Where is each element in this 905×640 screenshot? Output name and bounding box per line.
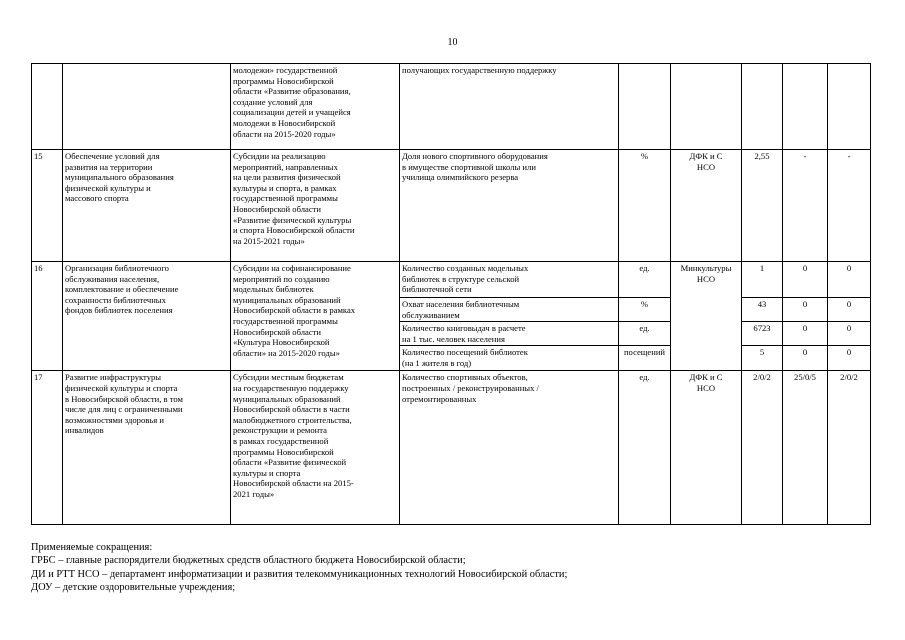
value-cell-1: 2,55	[742, 150, 783, 262]
note-item: ДОУ – детские оздоровительные учреждения;	[31, 582, 236, 594]
measures-table	[31, 63, 871, 525]
note-item: ДИ и РТТ НСО – департамент информатизации и развития телекоммуникационных технологий Новосибирской области;	[31, 568, 568, 580]
unit-cell: ед.	[619, 371, 671, 525]
value-cell-2: 25/0/5	[783, 371, 828, 525]
unit-cell: %	[619, 298, 671, 322]
value-cell-1: 43	[742, 298, 783, 322]
value-cell-1: 1	[742, 262, 783, 298]
value-cell-2	[783, 64, 828, 150]
value-cell-3: 0	[828, 346, 871, 371]
value-cell-3	[828, 64, 871, 150]
grbs-cell: ДФК и С НСО	[671, 371, 742, 525]
unit-cell: ед.	[619, 322, 671, 346]
direction-cell: Организация библиотечного обслуживания населения, комплектование и обеспечение сохранности библиотечных фондов библиотек поселения	[63, 262, 231, 371]
event-cell: Субсидии на софинансирование мероприятий по созданию модельных библиотек муниципальных образований Новосибирской области в рамках государственной программы Новосибирской области «Культура Новосибирской области» на 2015-2020 годы»	[231, 262, 400, 371]
value-cell-2: 0	[783, 262, 828, 298]
event-cell: молодежи» государственной программы Новосибирской области «Развитие образования, создание условий для социализации детей и учащейся молодежи в Новосибирской области на 2015-2020 годы»	[231, 64, 400, 150]
value-cell-3: 0	[828, 322, 871, 346]
indicator-cell: Количество спортивных объектов, построенных / реконструированных / отремонтированных	[400, 371, 619, 525]
value-cell-1	[742, 64, 783, 150]
grbs-cell: Минкультуры НСО	[671, 262, 742, 371]
unit-cell: ед.	[619, 262, 671, 298]
indicator-cell: Количество созданных модельных библиотек в структуре сельской библиотечной сети	[400, 262, 619, 298]
grbs-cell: ДФК и С НСО	[671, 150, 742, 262]
value-cell-3: 0	[828, 298, 871, 322]
event-cell: Субсидии на реализацию мероприятий, направленных на цели развития физической культуры и спорта, в рамках государственной программы Новосибирской области «Развитие физической культуры и спорта Новосибирской области на 2015-2021 годы»	[231, 150, 400, 262]
value-cell-3: 0	[828, 262, 871, 298]
direction-cell: Развитие инфраструктуры физической культуры и спорта в Новосибирской области, в том числе для лиц с ограниченными возможностями здоровья и инвалидов	[63, 371, 231, 525]
indicator-cell: получающих государственную поддержку	[400, 64, 619, 150]
indicator-cell: Количество посещений библиотек (на 1 жителя в год)	[400, 346, 619, 371]
value-cell-2: -	[783, 150, 828, 262]
event-cell: Субсидии местным бюджетам на государственную поддержку муниципальных образований Новосибирской области в части малобюджетного строительства, реконструкции и ремонта в рамках государственной программы Новосибирской области «Развитие физической культуры и спорта Новосибирской области на 2015- 2021 годы»	[231, 371, 400, 525]
notes-heading: Применяемые сокращения:	[31, 542, 153, 553]
note-item: ГРБС – главные распорядители бюджетных средств областного бюджета Новосибирской области;	[31, 555, 466, 567]
row-number: 16	[32, 262, 63, 371]
value-cell-1: 2/0/2	[742, 371, 783, 525]
value-cell-3: -	[828, 150, 871, 262]
indicator-cell: Охват населения библиотечным обслуживанием	[400, 298, 619, 322]
value-cell-2: 0	[783, 322, 828, 346]
row-number	[32, 64, 63, 150]
row-number: 17	[32, 371, 63, 525]
row-number: 15	[32, 150, 63, 262]
value-cell-3: 2/0/2	[828, 371, 871, 525]
table-row	[32, 64, 871, 150]
abbreviations-notes	[31, 541, 891, 595]
indicator-cell: Количество книговыдач в расчете на 1 тыс. человек населения	[400, 322, 619, 346]
table-row	[32, 150, 871, 262]
table-row	[32, 262, 871, 298]
unit-cell: посещений	[619, 346, 671, 371]
indicator-cell: Доля нового спортивного оборудования в имуществе спортивной школы или училища олимпийского резерва	[400, 150, 619, 262]
page-number: 10	[447, 37, 458, 48]
unit-cell: %	[619, 150, 671, 262]
direction-cell: Обеспечение условий для развития на территории муниципального образования физической культуры и массового спорта	[63, 150, 231, 262]
value-cell-1: 6723	[742, 322, 783, 346]
grbs-cell	[671, 64, 742, 150]
value-cell-2: 0	[783, 298, 828, 322]
table-row	[32, 371, 871, 525]
value-cell-1: 5	[742, 346, 783, 371]
value-cell-2: 0	[783, 346, 828, 371]
unit-cell	[619, 64, 671, 150]
direction-cell	[63, 64, 231, 150]
